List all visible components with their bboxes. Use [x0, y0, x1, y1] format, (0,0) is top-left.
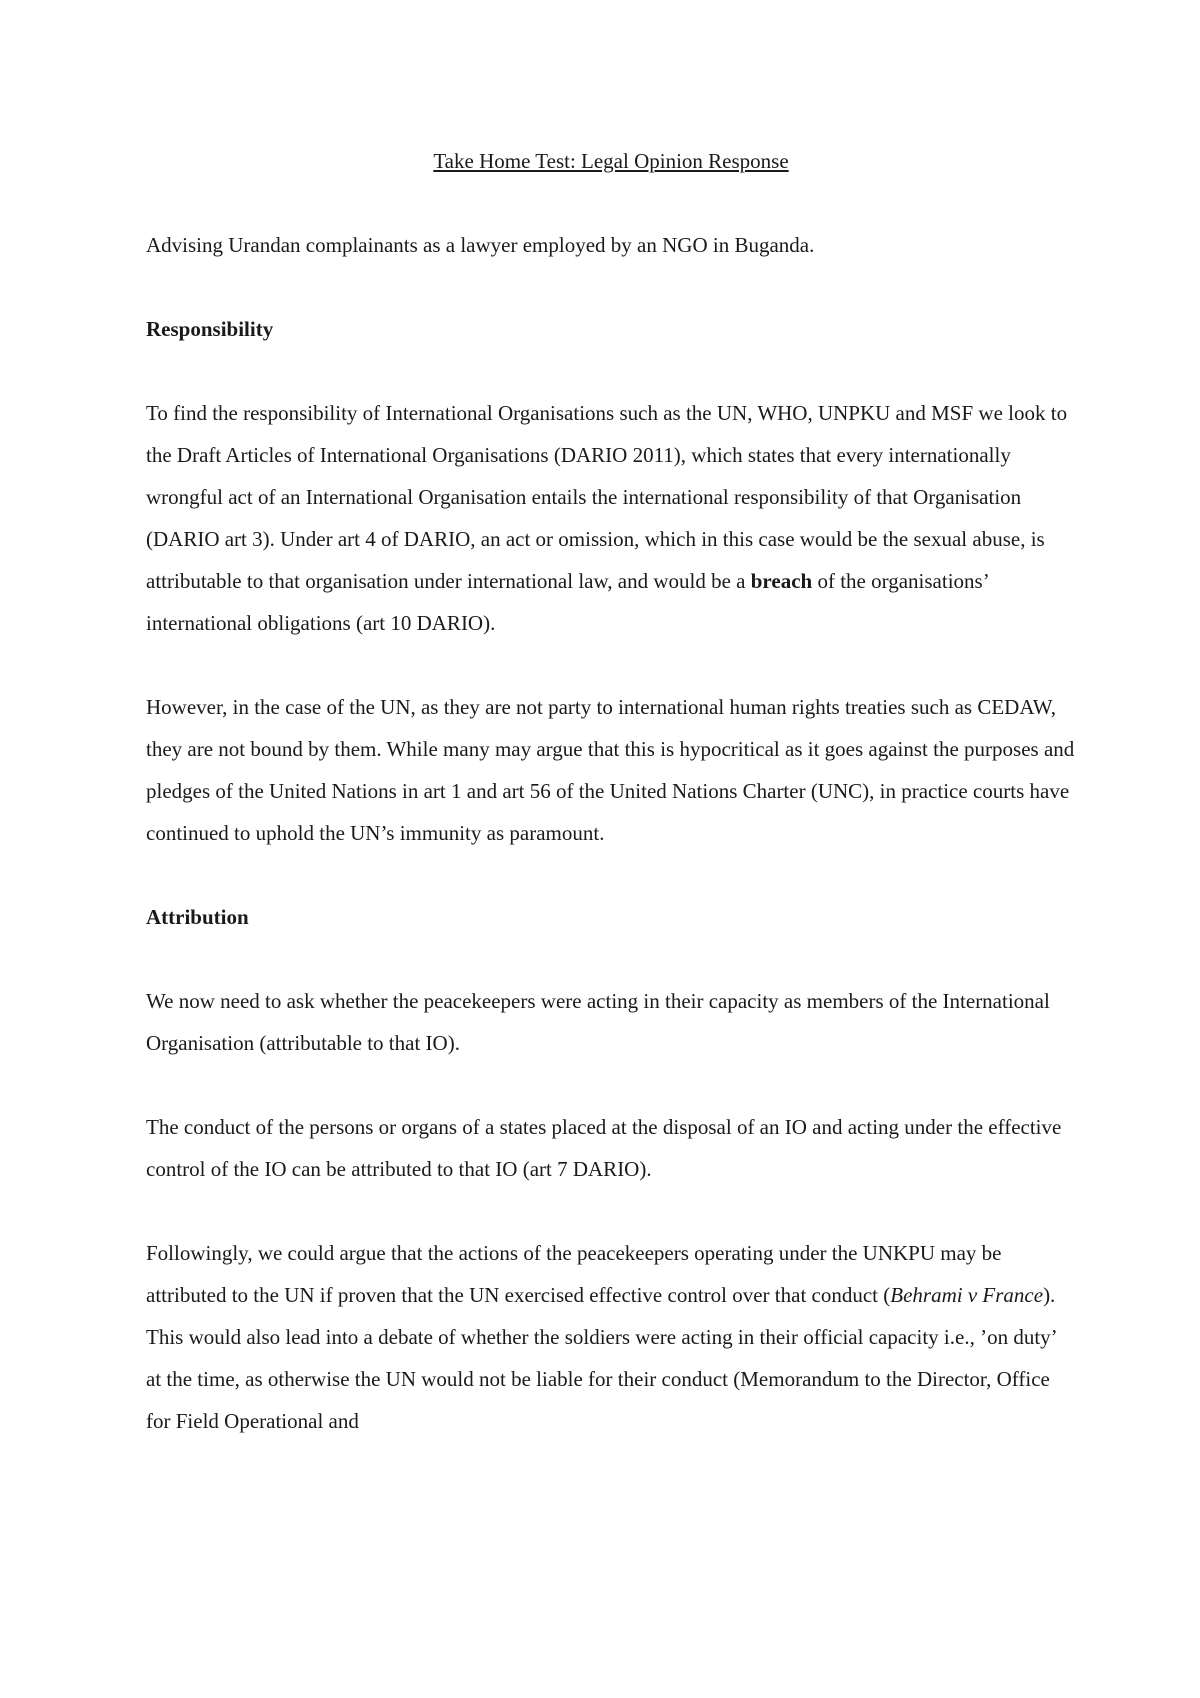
document-title: Take Home Test: Legal Opinion Response	[433, 149, 789, 173]
attribution-paragraph-1: We now need to ask whether the peacekeepers were acting in their capacity as members of the International Organisation (attributable to that IO).	[146, 989, 1050, 1055]
attribution-paragraph-2: The conduct of the persons or organs of a states placed at the disposal of an IO and acting under the effective control of the IO can be attributed to that IO (art 7 DARIO).	[146, 1115, 1062, 1181]
responsibility-paragraph-1	[146, 392, 1076, 644]
text-run: of the organisations’ international obligations (art 10 DARIO).	[146, 569, 989, 635]
section-heading-attribution: Attribution	[146, 905, 249, 929]
section-heading-responsibility: Responsibility	[146, 317, 274, 341]
bold-term: breach	[750, 569, 813, 593]
text-run: ). This would also lead into a debate of whether the soldiers were acting in their official capacity i.e., ’on duty’ at the time, as otherwise the UN would not be liable for their conduct (Memorandum to the Director, Office for Field Operational and	[146, 1283, 1057, 1433]
text-run: Followingly, we could argue that the actions of the peacekeepers operating under the UNKPU may be attributed to the UN if proven that the UN exercised effective control over that conduct (	[146, 1241, 1002, 1307]
responsibility-paragraph-2: However, in the case of the UN, as they are not party to international human rights treaties such as CEDAW, they are not bound by them. While many may argue that this is hypocritical as it goes against the purposes and pledges of the United Nations in art 1 and art 56 of the United Nations Charter (UNC), in practice courts have continued to uphold the UN’s immunity as paramount.	[146, 695, 1075, 845]
intro-paragraph: Advising Urandan complainants as a lawyer employed by an NGO in Buganda.	[146, 233, 815, 257]
document-body	[146, 140, 1076, 1484]
case-citation: Behrami v France	[890, 1283, 1044, 1307]
attribution-paragraph-3	[146, 1232, 1076, 1442]
text-run: To find the responsibility of International Organisations such as the UN, WHO, UNPKU and MSF we look to the Draft Articles of International Organisations (DARIO 2011), which states that every internationally wrongful act of an International Organisation entails the international responsibility of that Organisation (DARIO art 3). Under art 4 of DARIO, an act or omission, which in this case would be the sexual abuse, is attributable to that organisation under international law, and would be a	[146, 401, 1068, 593]
